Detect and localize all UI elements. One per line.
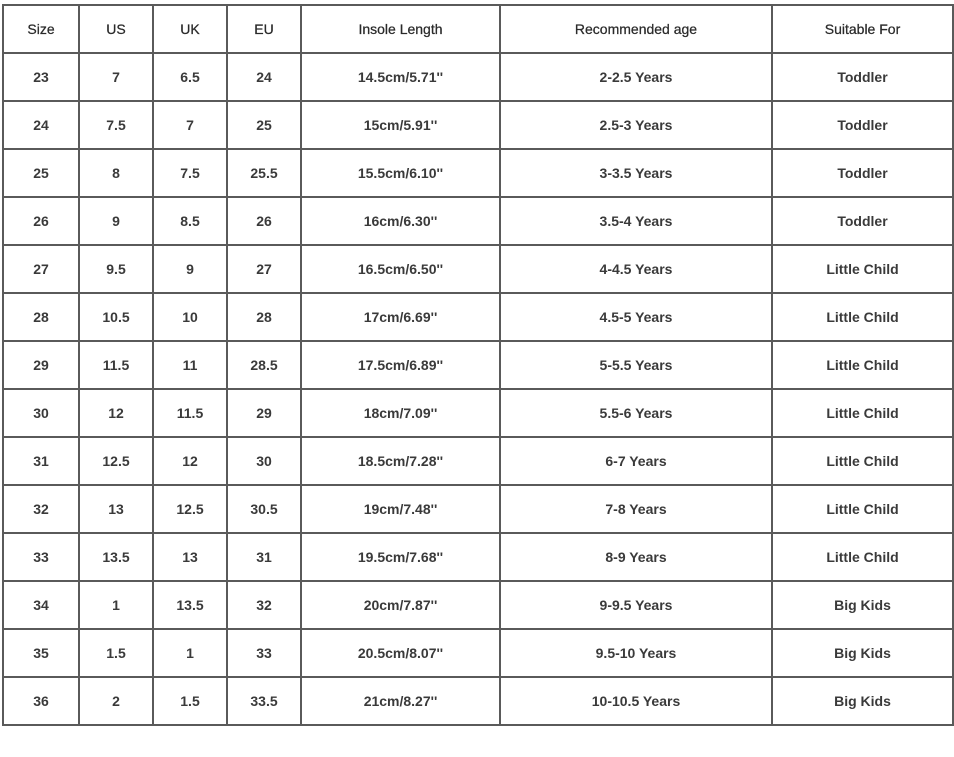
cell-recommended-age: 5-5.5 Years — [500, 341, 772, 389]
cell-insole-length: 17.5cm/6.89'' — [301, 341, 500, 389]
cell-recommended-age: 9.5-10 Years — [500, 629, 772, 677]
cell-us: 11.5 — [79, 341, 153, 389]
table-row — [3, 293, 953, 341]
header-row — [3, 5, 953, 53]
cell-uk: 12.5 — [153, 485, 227, 533]
header-uk: UK — [153, 5, 227, 53]
cell-size: 34 — [3, 581, 79, 629]
table-row — [3, 341, 953, 389]
cell-us: 10.5 — [79, 293, 153, 341]
cell-us: 12 — [79, 389, 153, 437]
cell-uk: 13.5 — [153, 581, 227, 629]
cell-suitable-for: Big Kids — [772, 581, 953, 629]
cell-uk: 9 — [153, 245, 227, 293]
header-insole-length: Insole Length — [301, 5, 500, 53]
cell-size: 30 — [3, 389, 79, 437]
table-row — [3, 245, 953, 293]
cell-size: 32 — [3, 485, 79, 533]
cell-us: 7 — [79, 53, 153, 101]
cell-us: 12.5 — [79, 437, 153, 485]
cell-uk: 7.5 — [153, 149, 227, 197]
cell-eu: 32 — [227, 581, 301, 629]
cell-insole-length: 16cm/6.30'' — [301, 197, 500, 245]
cell-us: 13.5 — [79, 533, 153, 581]
cell-recommended-age: 7-8 Years — [500, 485, 772, 533]
cell-size: 33 — [3, 533, 79, 581]
cell-recommended-age: 10-10.5 Years — [500, 677, 772, 725]
cell-insole-length: 18cm/7.09'' — [301, 389, 500, 437]
table-row — [3, 437, 953, 485]
cell-suitable-for: Big Kids — [772, 629, 953, 677]
table-row — [3, 149, 953, 197]
cell-us: 7.5 — [79, 101, 153, 149]
cell-uk: 6.5 — [153, 53, 227, 101]
cell-suitable-for: Little Child — [772, 437, 953, 485]
cell-size: 25 — [3, 149, 79, 197]
table-row — [3, 101, 953, 149]
cell-uk: 1.5 — [153, 677, 227, 725]
cell-insole-length: 20cm/7.87'' — [301, 581, 500, 629]
cell-insole-length: 19cm/7.48'' — [301, 485, 500, 533]
cell-recommended-age: 2-2.5 Years — [500, 53, 772, 101]
cell-eu: 30.5 — [227, 485, 301, 533]
cell-suitable-for: Big Kids — [772, 677, 953, 725]
cell-size: 27 — [3, 245, 79, 293]
cell-recommended-age: 5.5-6 Years — [500, 389, 772, 437]
cell-suitable-for: Little Child — [772, 245, 953, 293]
cell-size: 23 — [3, 53, 79, 101]
header-us: US — [79, 5, 153, 53]
cell-eu: 33 — [227, 629, 301, 677]
cell-eu: 27 — [227, 245, 301, 293]
cell-insole-length: 20.5cm/8.07'' — [301, 629, 500, 677]
cell-recommended-age: 2.5-3 Years — [500, 101, 772, 149]
cell-insole-length: 15cm/5.91'' — [301, 101, 500, 149]
cell-us: 8 — [79, 149, 153, 197]
cell-uk: 11.5 — [153, 389, 227, 437]
cell-eu: 33.5 — [227, 677, 301, 725]
cell-eu: 30 — [227, 437, 301, 485]
table-row — [3, 629, 953, 677]
cell-suitable-for: Little Child — [772, 533, 953, 581]
cell-recommended-age: 3.5-4 Years — [500, 197, 772, 245]
cell-insole-length: 15.5cm/6.10'' — [301, 149, 500, 197]
header-recommended-age: Recommended age — [500, 5, 772, 53]
table-row — [3, 677, 953, 725]
cell-eu: 29 — [227, 389, 301, 437]
cell-recommended-age: 4.5-5 Years — [500, 293, 772, 341]
cell-suitable-for: Toddler — [772, 101, 953, 149]
cell-eu: 28.5 — [227, 341, 301, 389]
table-body — [3, 53, 953, 725]
cell-eu: 25 — [227, 101, 301, 149]
cell-recommended-age: 8-9 Years — [500, 533, 772, 581]
cell-insole-length: 21cm/8.27'' — [301, 677, 500, 725]
cell-size: 26 — [3, 197, 79, 245]
table-row — [3, 53, 953, 101]
cell-size: 35 — [3, 629, 79, 677]
cell-recommended-age: 4-4.5 Years — [500, 245, 772, 293]
table-row — [3, 581, 953, 629]
cell-size: 31 — [3, 437, 79, 485]
cell-suitable-for: Toddler — [772, 197, 953, 245]
cell-uk: 1 — [153, 629, 227, 677]
cell-eu: 28 — [227, 293, 301, 341]
cell-insole-length: 16.5cm/6.50'' — [301, 245, 500, 293]
cell-insole-length: 14.5cm/5.71'' — [301, 53, 500, 101]
cell-uk: 10 — [153, 293, 227, 341]
cell-uk: 11 — [153, 341, 227, 389]
header-size: Size — [3, 5, 79, 53]
table-row — [3, 197, 953, 245]
cell-suitable-for: Toddler — [772, 53, 953, 101]
cell-size: 28 — [3, 293, 79, 341]
cell-suitable-for: Little Child — [772, 389, 953, 437]
cell-us: 1 — [79, 581, 153, 629]
header-suitable-for: Suitable For — [772, 5, 953, 53]
cell-us: 9.5 — [79, 245, 153, 293]
cell-uk: 12 — [153, 437, 227, 485]
cell-uk: 13 — [153, 533, 227, 581]
cell-uk: 7 — [153, 101, 227, 149]
cell-us: 2 — [79, 677, 153, 725]
cell-insole-length: 19.5cm/7.68'' — [301, 533, 500, 581]
cell-suitable-for: Little Child — [772, 293, 953, 341]
table-row — [3, 485, 953, 533]
cell-size: 24 — [3, 101, 79, 149]
size-chart-table — [2, 4, 954, 726]
cell-eu: 25.5 — [227, 149, 301, 197]
cell-suitable-for: Toddler — [772, 149, 953, 197]
cell-us: 13 — [79, 485, 153, 533]
cell-insole-length: 17cm/6.69'' — [301, 293, 500, 341]
cell-us: 9 — [79, 197, 153, 245]
table-row — [3, 389, 953, 437]
cell-recommended-age: 3-3.5 Years — [500, 149, 772, 197]
cell-size: 29 — [3, 341, 79, 389]
table-row — [3, 533, 953, 581]
cell-suitable-for: Little Child — [772, 341, 953, 389]
cell-uk: 8.5 — [153, 197, 227, 245]
header-eu: EU — [227, 5, 301, 53]
cell-eu: 26 — [227, 197, 301, 245]
cell-recommended-age: 6-7 Years — [500, 437, 772, 485]
cell-eu: 24 — [227, 53, 301, 101]
cell-eu: 31 — [227, 533, 301, 581]
cell-insole-length: 18.5cm/7.28'' — [301, 437, 500, 485]
cell-us: 1.5 — [79, 629, 153, 677]
cell-size: 36 — [3, 677, 79, 725]
cell-recommended-age: 9-9.5 Years — [500, 581, 772, 629]
cell-suitable-for: Little Child — [772, 485, 953, 533]
